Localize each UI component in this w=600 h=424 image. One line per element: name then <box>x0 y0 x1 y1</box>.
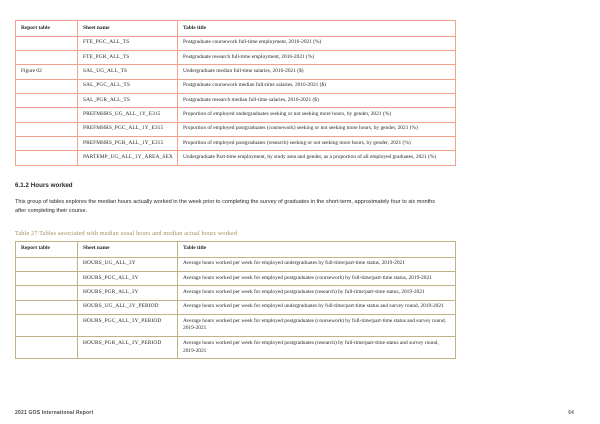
cell-sheet-name: HOURS_UG_ALL_3Y <box>78 257 178 271</box>
column-header-table-title: Table title <box>178 21 456 37</box>
cell-report-table <box>16 286 78 300</box>
table-row <box>16 337 456 359</box>
cell-report-table <box>16 257 78 271</box>
cell-sheet-name: HOURS_UG_ALL_3Y_PERIOD <box>78 300 178 314</box>
cell-report-table <box>16 315 78 337</box>
table-row <box>16 65 456 79</box>
table-row <box>16 51 456 65</box>
table-row <box>16 122 456 136</box>
table-caption-27: Table 27 Tables associated with median usual hours and median actual hours worked <box>15 229 238 237</box>
cell-sheet-name: SAL_PGR_ALL_TS <box>78 94 178 108</box>
cell-table-title: Average hours worked per week for employed postgraduates (research) by full-time/part-time status, 2019-2021 <box>178 286 456 300</box>
cell-table-title: Postgraduate research full-time employment, 2016-2021 (%) <box>178 51 456 65</box>
cell-report-table <box>16 300 78 314</box>
table-row <box>16 151 456 165</box>
cell-report-table <box>16 36 78 50</box>
cell-table-title: Proportion of employed undergraduates seeking or not seeking more hours, by gender, 2021 (%) <box>178 108 456 122</box>
cell-table-title: Average hours worked per week for employed undergraduates by full-time/part-time status and survey round, 2019-2021 <box>178 300 456 314</box>
cell-sheet-name: HOURS_PGR_ALL_3Y <box>78 286 178 300</box>
cell-report-table: Figure 02 <box>16 65 78 79</box>
table-row <box>16 300 456 314</box>
table-row <box>16 137 456 151</box>
cell-sheet-name: FTE_PGC_ALL_TS <box>78 36 178 50</box>
table-row <box>16 286 456 300</box>
cell-table-title: Proportion of employed postgraduates (coursework) seeking or not seeking more hours, by gender, 2021 (%) <box>178 122 456 136</box>
cell-report-table <box>16 94 78 108</box>
cell-table-title: Undergraduate Part-time employment, by study area and gender, as a proportion of all employed graduates, 2021 (%) <box>178 151 456 165</box>
column-header-sheet-name: Sheet name <box>78 21 178 37</box>
cell-sheet-name: PREFMHRS_UG_ALL_1Y_E315 <box>78 108 178 122</box>
reference-table-one <box>15 20 456 166</box>
cell-sheet-name: PREFMHRS_PGR_ALL_1Y_E315 <box>78 137 178 151</box>
column-header-table-title: Table title <box>178 241 456 257</box>
cell-sheet-name: SAL_UG_ALL_TS <box>78 65 178 79</box>
cell-table-title: Average hours worked per week for employed undergraduates by full-time/part-time status, 2019-2021 <box>178 257 456 271</box>
cell-table-title: Average hours worked per week for employed postgraduates (research) by full-time/part-time status and survey round, 2019-2021 <box>178 337 456 359</box>
cell-report-table <box>16 79 78 93</box>
cell-sheet-name: HOURS_PGC_ALL_3Y <box>78 272 178 286</box>
cell-table-title: Undergraduate median full-time salaries, 2016-2021 ($) <box>178 65 456 79</box>
table-row <box>16 94 456 108</box>
table-row <box>16 36 456 50</box>
cell-sheet-name: HOURS_PGC_ALL_3Y_PERIOD <box>78 315 178 337</box>
table-header-row <box>16 21 456 37</box>
cell-report-table <box>16 122 78 136</box>
table-header-row <box>16 241 456 257</box>
reference-table-two <box>15 241 456 359</box>
table-row <box>16 79 456 93</box>
cell-report-table <box>16 51 78 65</box>
column-header-report-table: Report table <box>16 241 78 257</box>
column-header-report-table: Report table <box>16 21 78 37</box>
footer-page-number: 64 <box>568 410 574 416</box>
section-heading: 6.1.2 Hours worked <box>15 181 73 189</box>
cell-report-table <box>16 337 78 359</box>
table-row <box>16 315 456 337</box>
cell-table-title: Postgraduate research median full-time salaries, 2016-2021 ($) <box>178 94 456 108</box>
cell-sheet-name: FTE_PGR_ALL_TS <box>78 51 178 65</box>
cell-table-title: Average hours worked per week for employed postgraduates (coursework) by full-time/part-time status and survey round, 2019-2021 <box>178 315 456 337</box>
section-paragraph: This group of tables explores the median hours actually worked in the week prior to completing the survey of graduates in the short-term, approximately four to six months after completing their course. <box>15 198 436 214</box>
table-row <box>16 272 456 286</box>
cell-table-title: Postgraduate coursework full-time employment, 2016-2021 (%) <box>178 36 456 50</box>
table-row <box>16 257 456 271</box>
cell-table-title: Proportion of employed postgraduates (research) seeking or not seeking more hours, by gender, 2021 (%) <box>178 137 456 151</box>
cell-sheet-name: PARTEMP_UG_ALL_1Y_AREA_SEX <box>78 151 178 165</box>
table-row <box>16 108 456 122</box>
footer-report-name: 2021 GOS International Report <box>15 410 94 416</box>
cell-table-title: Average hours worked per week for employed postgraduates (coursework) by full-time/part-time status, 2019-2021 <box>178 272 456 286</box>
cell-table-title: Postgraduate coursework median full-time salaries, 2016-2021 ($) <box>178 79 456 93</box>
cell-report-table <box>16 272 78 286</box>
page-footer <box>15 410 574 416</box>
cell-report-table <box>16 108 78 122</box>
cell-report-table <box>16 151 78 165</box>
cell-sheet-name: HOURS_PGR_ALL_3Y_PERIOD <box>78 337 178 359</box>
cell-report-table <box>16 137 78 151</box>
cell-sheet-name: SAL_PGC_ALL_TS <box>78 79 178 93</box>
cell-sheet-name: PREFMHRS_PGC_ALL_1Y_E315 <box>78 122 178 136</box>
column-header-sheet-name: Sheet name <box>78 241 178 257</box>
